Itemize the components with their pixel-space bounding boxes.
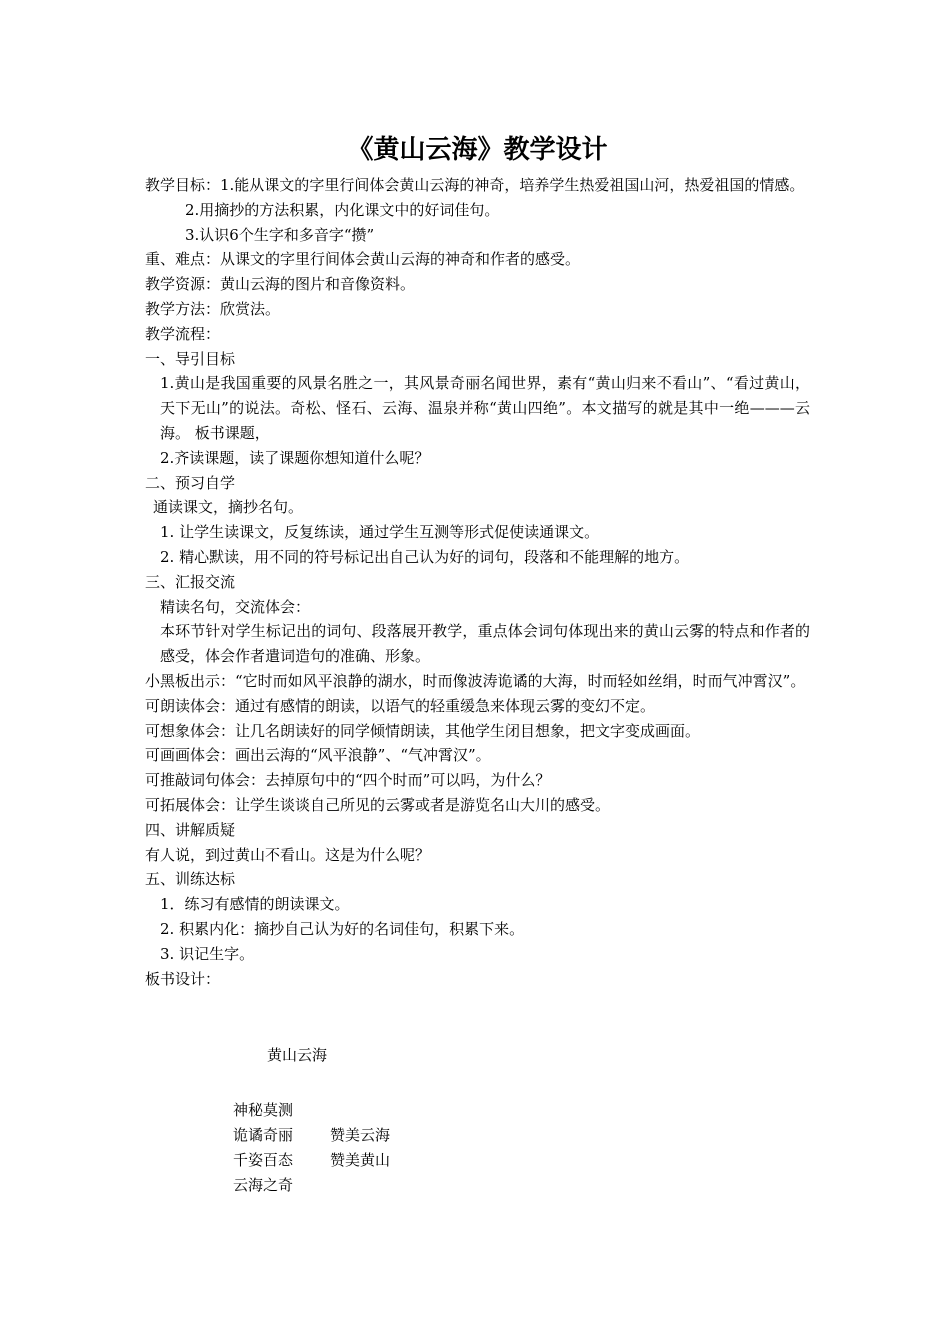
teaching-goal-2: 2.用摘抄的方法积累，内化课文中的好词佳句。 — [185, 200, 500, 219]
method-reading: 可朗读体会：通过有感情的朗读，以语气的轻重缓急来体现云雾的变幻不定。 — [145, 696, 656, 715]
section-heading-1: 一、导引目标 — [145, 349, 236, 368]
section-1-item-1: 1.黄山是我国重要的风景名胜之一，其风景奇丽名闻世界，素有“黄山归来不看山”、“看过黄山，天下无山”的说法。奇松、怪石、云海、温泉并称“黄山四绝”。本文描写的就是其中一绝———云海。 板书课题， — [160, 374, 810, 442]
section-3-intro: 精读名句，交流体会： — [160, 597, 311, 616]
board-design-heading: 板书设计： — [145, 969, 221, 988]
board-right-item: 赞美云海 — [330, 1126, 391, 1144]
blackboard-quote: 小黑板出示：“它时而如风平浪静的湖水，时而像波涛诡谲的大海，时而轻如丝绢，时而气冲霄汉”。 — [145, 671, 806, 690]
section-4-question: 有人说，到过黄山不看山。这是为什么呢？ — [145, 845, 431, 864]
board-right-item: 赞美黄山 — [330, 1151, 391, 1169]
board-left-item: 千姿百态 — [233, 1151, 294, 1169]
section-5-item-3: 3. 识记生字。 — [160, 944, 255, 963]
section-2-item-1: 1. 让学生读课文，反复练读，通过学生互测等形式促使读通课文。 — [160, 523, 600, 542]
board-row — [233, 1173, 293, 1198]
section-5-item-1: 1．练习有感情的朗读课文。 — [160, 895, 350, 914]
section-heading-4: 四、讲解质疑 — [145, 820, 236, 839]
board-left-item: 诡谲奇丽 — [233, 1126, 294, 1144]
board-row — [233, 1098, 293, 1123]
method-extending: 可拓展体会：让学生谈谈自己所见的云雾或者是游览名山大川的感受。 — [145, 795, 611, 814]
section-1-item-2: 2.齐读课题，读了课题你想知道什么呢？ — [160, 448, 430, 467]
teaching-resources: 教学资源：黄山云海的图片和音像资料。 — [145, 275, 416, 294]
teaching-goal-line: 教学目标：1.能从课文的字里行间体会黄山云海的神奇，培养学生热爱祖国山河，热爱祖国的情感。 — [145, 176, 805, 194]
board-row — [233, 1123, 391, 1148]
method-deliberating: 可推敲词句体会：去掉原句中的“四个时而”可以吗，为什么？ — [145, 771, 551, 790]
method-imagining: 可想象体会：让几名朗读好的同学倾情朗读，其他学生闭目想象，把文字变成画面。 — [145, 721, 701, 740]
teaching-method: 教学方法：欣赏法。 — [145, 299, 281, 318]
section-3-paragraph: 本环节针对学生标记出的词句、段落展开教学，重点体会词句体现出来的黄山云雾的特点和作者的感受，体会作者遣词造句的准确、形象。 — [160, 622, 810, 666]
teaching-process-heading: 教学流程： — [145, 324, 221, 343]
section-2-item-2: 2. 精心默读，用不同的符号标记出自己认为好的词句，段落和不能理解的地方。 — [160, 547, 690, 566]
method-drawing: 可画画体会：画出云海的“风平浪静”、“气冲霄汉”。 — [145, 746, 491, 765]
board-left-item: 云海之奇 — [233, 1176, 294, 1194]
section-heading-5: 五、训练达标 — [145, 870, 236, 889]
board-left-item: 神秘莫测 — [233, 1101, 294, 1119]
section-2-intro: 通读课文，摘抄名句。 — [153, 498, 304, 517]
teaching-goal-3: 3.认识6个生字和多音字“攒” — [185, 225, 375, 244]
board-title: 黄山云海 — [267, 1046, 328, 1064]
section-heading-3: 三、汇报交流 — [145, 572, 236, 591]
section-heading-2: 二、预习自学 — [145, 473, 236, 492]
key-difficulty: 重、难点：从课文的字里行间体会黄山云海的神奇和作者的感受。 — [145, 250, 581, 269]
board-row — [233, 1148, 391, 1173]
document-body — [145, 173, 810, 991]
section-5-item-2: 2. 积累内化：摘抄自己认为好的名词佳句，积累下来。 — [160, 919, 525, 938]
document-title: 《黄山云海》教学设计 — [347, 135, 608, 165]
